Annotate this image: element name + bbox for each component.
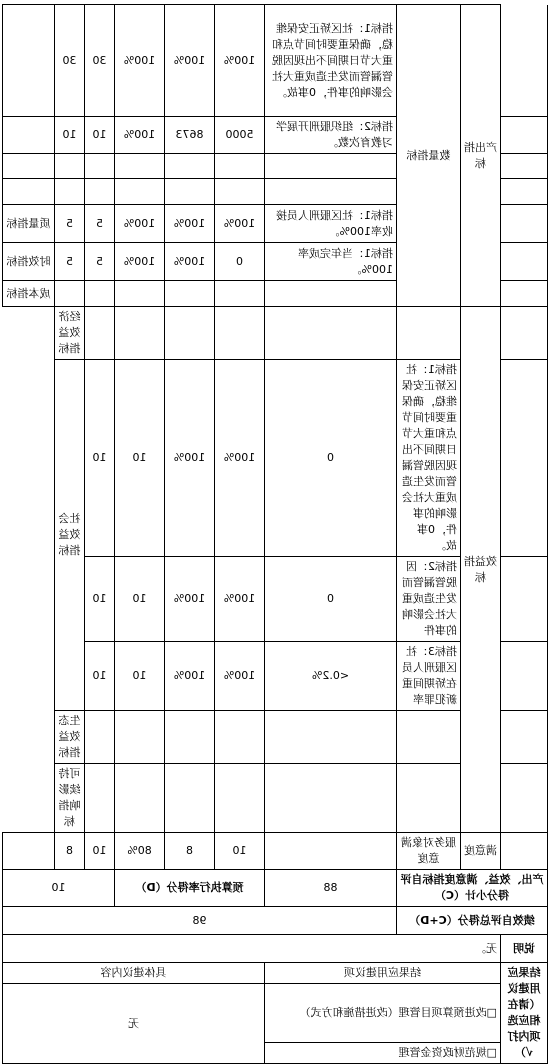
suggestion-row — [3, 984, 548, 1043]
rate-value: 100% — [165, 642, 215, 711]
budget-label: 预算执行率得分（D） — [115, 870, 265, 907]
target-value: 0 — [265, 360, 397, 557]
category-output — [461, 5, 501, 307]
indicator-text: 指标1：社区矫正安保维稳，确保重要时间节点和重大节日期间不出现因脱管漏管而发生造成重大社会影响的事件，0事故。 — [265, 5, 397, 117]
subcategory-label: 数量指标 — [406, 148, 451, 162]
category-satisfaction: 满意度 — [461, 833, 501, 870]
category-label: 产出指标 — [464, 140, 497, 170]
indicator-text: 指标1：社区矫正安保维稳，确保重要时间节点和重大节日期间不出现因脱管漏管而发生造成重大社会影响的事件，0事故。 — [397, 360, 461, 557]
budget-value: 10 — [3, 870, 115, 907]
rate-value: 100% — [165, 360, 215, 557]
actual-value: 100% — [165, 243, 215, 281]
target-value: 10 — [215, 833, 265, 870]
score-value: 10 — [85, 557, 115, 642]
subcategory-cost: 成本指标 — [3, 281, 55, 307]
score-value: 10 — [85, 642, 115, 711]
target-value: 0 — [215, 243, 265, 281]
subtotal-label: 产出、效益、满意度指标自评得分小计（C） — [397, 870, 548, 907]
suggestions-content-header: 具体建议内容 — [3, 963, 265, 984]
rate-value: 100% — [115, 117, 165, 154]
total-label: 绩效自评总得分（C+D） — [397, 907, 548, 935]
category-benefit — [461, 307, 501, 833]
actual-value: 100% — [165, 5, 215, 117]
suggestion-option-checkbox[interactable]: □规范财政资金管理 — [265, 1043, 501, 1064]
weight-value: 30 — [85, 5, 115, 117]
score-value: 8 — [55, 833, 85, 870]
suggestions-type-header: 结果应用建议项 — [265, 963, 501, 984]
rate-value: 100% — [115, 5, 165, 117]
total-value: 98 — [3, 907, 397, 935]
target-value: 100% — [215, 5, 265, 117]
total-row — [3, 907, 548, 935]
target-value: 5000 — [215, 117, 265, 154]
actual-value: 8 — [165, 833, 215, 870]
suggestions-content: 无 — [3, 984, 265, 1064]
score-value: 5 — [55, 205, 85, 243]
subcategory-social: 社会效益指标 — [55, 360, 85, 711]
actual-value: 100% — [215, 557, 265, 642]
weight-value: 10 — [115, 557, 165, 642]
weight-value: 10 — [85, 117, 115, 154]
indicator-text: 指标2：组织服刑开展学习教育次数。 — [265, 117, 397, 154]
target-value: <0.2% — [265, 642, 397, 711]
rate-value: 100% — [115, 243, 165, 281]
subcategory-quantity — [397, 5, 461, 307]
category-label: 效益指标 — [464, 554, 497, 584]
weight-value: 5 — [85, 205, 115, 243]
notes-label: 说明 — [501, 935, 548, 963]
table-row — [3, 307, 548, 360]
actual-value: 8673 — [165, 117, 215, 154]
rate-value: 100% — [115, 205, 165, 243]
subcategory-sustainable: 可持续影响指标 — [55, 764, 85, 833]
score-value: 30 — [55, 5, 85, 117]
actual-value: 100% — [165, 205, 215, 243]
weight-value: 10 — [115, 360, 165, 557]
performance-table — [2, 4, 548, 1064]
target-value: 0 — [265, 557, 397, 642]
weight-value: 10 — [85, 833, 115, 870]
score-value: 10 — [55, 117, 85, 154]
target-value: 100% — [215, 205, 265, 243]
weight-value: 10 — [115, 642, 165, 711]
table-row — [3, 5, 548, 117]
subcategory-economic: 经济效益指标 — [55, 307, 85, 360]
actual-value: 100% — [215, 642, 265, 711]
subcategory-ecological: 生态效益指标 — [55, 711, 85, 764]
table-row — [3, 833, 548, 870]
suggestions-label: 结果应用建议（请在相应选项内打√） — [501, 963, 548, 1064]
notes-value: 无。 — [3, 935, 501, 963]
rate-value: 80% — [115, 833, 165, 870]
indicator-text: 指标2：因脱管漏管而发生造成重大社会影响的事件 — [397, 557, 461, 642]
subcategory-satisfaction: 服务对象满意度 — [397, 833, 461, 870]
score-value: 5 — [55, 243, 85, 281]
subtotal-value: 88 — [265, 870, 397, 907]
subcategory-quality: 质量指标 — [3, 205, 55, 243]
notes-row — [3, 935, 548, 963]
rate-value: 100% — [165, 557, 215, 642]
actual-value: 100% — [215, 360, 265, 557]
subtotal-row — [3, 870, 548, 907]
suggestion-option-checkbox[interactable]: □改进预算项目管理（改进措施和方式） — [265, 984, 501, 1043]
score-value: 10 — [85, 360, 115, 557]
indicator-text: 指标1：社区服刑人员接收率100%。 — [265, 205, 397, 243]
indicator-text: 指标1：当年完成率100%。 — [265, 243, 397, 281]
suggestions-header-row — [3, 963, 548, 984]
indicator-text: 指标3：社区服刑人员在矫期间重新犯罪率 — [397, 642, 461, 711]
weight-value: 5 — [85, 243, 115, 281]
subcategory-timeliness: 时效指标 — [3, 243, 55, 281]
